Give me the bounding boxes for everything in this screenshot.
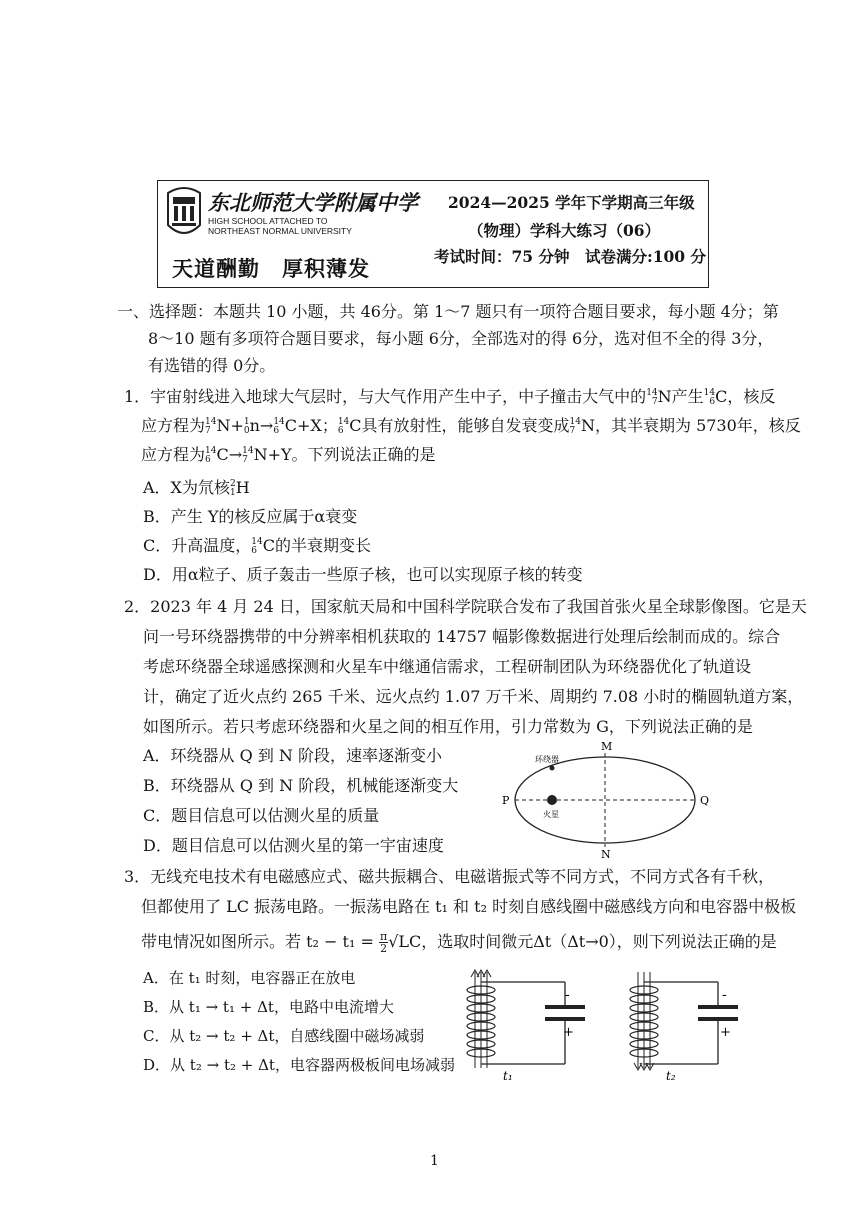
- q2-option-c[interactable]: C．题目信息可以估测火星的质量: [143, 806, 380, 825]
- q3-option-a[interactable]: A．在 t₁ 时刻，电容器正在放电: [143, 969, 356, 987]
- q1-text: C+X；: [284, 416, 338, 435]
- q1-line-2: 应方程为 14 7 N+ 1 0 n→ 14 6 C+X； 14 6 C具有放射性，能够自发衰变成 14 7 N，其半衰期为 5730年，核反: [141, 416, 801, 436]
- q1-option-d[interactable]: D．用α粒子、质子轰击一些原子核，也可以实现原子核的转变: [143, 565, 583, 584]
- q2-line-3: 考虑环绕器全球遥感探测和火星车中继通信需求，工程研制团队为环绕器优化了轨道设: [143, 657, 752, 676]
- section-line-2: 8～10 题有多项符合题目要求，每小题 6分，全部选对的得 6分，选对但不全的得 3分，: [148, 329, 774, 348]
- q3-line-1: 3．无线充电技术有电磁感应式、磁共振耦合、电磁谐振式等不同方式，不同方式各有千秋，: [124, 867, 775, 886]
- q1-text: N，其半衰期为 5730年，核反: [580, 416, 801, 435]
- q1-text: C→: [216, 445, 243, 464]
- q1-option-a[interactable]: A．X为氘核 2 1 H: [143, 478, 250, 498]
- t1-bottom-sign: +: [563, 1025, 574, 1040]
- q1-option-a-text: A．X为氘核: [143, 478, 230, 497]
- q1-text: C具有放射性，能够自发衰变成: [349, 416, 570, 435]
- school-name-cn: 东北师范大学附属中学: [208, 190, 418, 215]
- q3-text: 带电情况如图所示。若 t₂ − t₁ =: [141, 932, 374, 951]
- q3-line-3: [141, 931, 777, 954]
- q1-option-b[interactable]: B．产生 Y的核反应属于α衰变: [143, 507, 358, 526]
- question-2: [124, 596, 844, 856]
- q3-text: ，选取时间微元Δt（Δt→0），则下列说法正确的是: [421, 932, 777, 951]
- q1-line-1: 1．宇宙射线进入地球大气层时，与大气作用产生中子，中子撞击大气中的 14 7 N产生 14 6 C，核反: [124, 387, 776, 407]
- t2-bottom-sign: +: [720, 1025, 731, 1040]
- q1-option-a-text: H: [235, 478, 250, 497]
- q1-text: 1．宇宙射线进入地球大气层时，与大气作用产生中子，中子撞击大气中的: [124, 387, 647, 406]
- q1-text: 应方程为: [141, 416, 206, 435]
- q3-fraction-num: π: [379, 930, 388, 943]
- q3-fraction: [379, 931, 388, 954]
- section-line-1: 一、选择题：本题共 10 小题，共 46分。第 1～7 题只有一项符合题目要求，每小题 4分；第: [117, 302, 779, 321]
- capacitor-bottom-plate: [698, 1017, 738, 1021]
- lc-circuit-t1: [455, 968, 595, 1090]
- mars-label: 火星: [543, 810, 559, 819]
- school-name-en-2: NORTHEAST NORMAL UNIVERSITY: [208, 226, 352, 236]
- header-box: [157, 180, 709, 288]
- exam-title: 2024—2025 学年下学期高三年级: [448, 193, 695, 212]
- school-logo-icon: [164, 185, 204, 239]
- q3-fraction-den: 2: [380, 942, 388, 955]
- q1-option-c-text: C的半衰期变长: [262, 536, 371, 555]
- t1-top-sign: -: [565, 987, 570, 1003]
- point-p-label: P: [502, 794, 510, 807]
- capacitor-top-plate: [698, 1005, 738, 1009]
- q3-option-c[interactable]: C．从 t₂ → t₂ + Δt，自感线圈中磁场减弱: [143, 1027, 425, 1045]
- q1-text: N产生: [657, 387, 704, 406]
- orbiter-label: 环绕器: [535, 755, 559, 764]
- q2-line-4: 计，确定了近火点约 265 千米、远火点约 1.07 万千米、周期约 7.08 小时的椭圆轨道方案，: [143, 687, 804, 706]
- q2-option-b[interactable]: B．环绕器从 Q 到 N 阶段，机械能逐渐变大: [143, 776, 459, 795]
- q1-text: 应方程为: [141, 445, 206, 464]
- q1-text: C，核反: [715, 387, 776, 406]
- q2-line-1: 2．2023 年 4 月 24 日，国家航天局和中国科学院联合发布了我国首张火星全球影像图。它是天: [124, 597, 807, 616]
- question-1: [124, 386, 844, 591]
- capacitor-top-plate: [545, 1005, 585, 1009]
- school-motto: 天道酬勤 厚积薄发: [172, 256, 370, 281]
- q1-text: N+: [216, 416, 244, 435]
- page-number: 1: [430, 1153, 439, 1169]
- q2-line-2: 问一号环绕器携带的中分辨率相机获取的 14757 幅影像数据进行处理后绘制而成的。综合: [143, 627, 781, 646]
- q1-option-c[interactable]: C．升高温度， 14 6 C的半衰期变长: [143, 536, 371, 556]
- school-name-en-1: HIGH SCHOOL ATTACHED TO: [208, 216, 328, 226]
- point-n-label: N: [601, 848, 611, 860]
- orbiter-icon: [550, 766, 555, 771]
- q3-option-d[interactable]: D．从 t₂ → t₂ + Δt，电容器两极板间电场减弱: [143, 1056, 455, 1074]
- q1-text: n→: [249, 416, 274, 435]
- point-m-label: M: [601, 740, 613, 753]
- exam-info: 考试时间：75 分钟 试卷满分:100 分: [434, 247, 706, 266]
- point-q-label: Q: [700, 794, 710, 807]
- section-heading: [117, 301, 837, 376]
- q3-sqrt: √LC: [388, 932, 422, 951]
- q1-option-c-text: C．升高温度，: [143, 536, 252, 555]
- q2-option-a[interactable]: A．环绕器从 Q 到 N 阶段，速率逐渐变小: [143, 746, 443, 765]
- q2-line-5: 如图所示。若只考虑环绕器和火星之间的相互作用，引力常数为 G，下列说法正确的是: [143, 717, 753, 736]
- t1-label: t₁: [503, 1069, 513, 1083]
- capacitor-bottom-plate: [545, 1017, 585, 1021]
- t2-label: t₂: [666, 1069, 676, 1083]
- q3-option-b[interactable]: B．从 t₁ → t₁ + Δt，电路中电流增大: [143, 998, 394, 1016]
- section-line-3: 有选错的得 0分。: [148, 356, 276, 375]
- lc-circuit-t2: [618, 968, 758, 1090]
- t2-top-sign: -: [722, 987, 727, 1003]
- orbit-diagram: [495, 740, 725, 860]
- mars-icon: [547, 795, 557, 805]
- exam-subject: （物理）学科大练习（06）: [468, 221, 661, 240]
- q2-option-d[interactable]: D．题目信息可以估测火星的第一宇宙速度: [143, 836, 444, 855]
- q1-text: N+Y。下列说法正确的是: [253, 445, 436, 464]
- field-lines-up: [471, 970, 491, 1068]
- q1-line-3: 应方程为 14 6 C→ 14 7 N+Y。下列说法正确的是: [141, 445, 436, 465]
- q3-line-2: 但都使用了 LC 振荡电路。一振荡电路在 t₁ 和 t₂ 时刻自感线圈中磁感线方向和电容器中极板: [141, 897, 797, 916]
